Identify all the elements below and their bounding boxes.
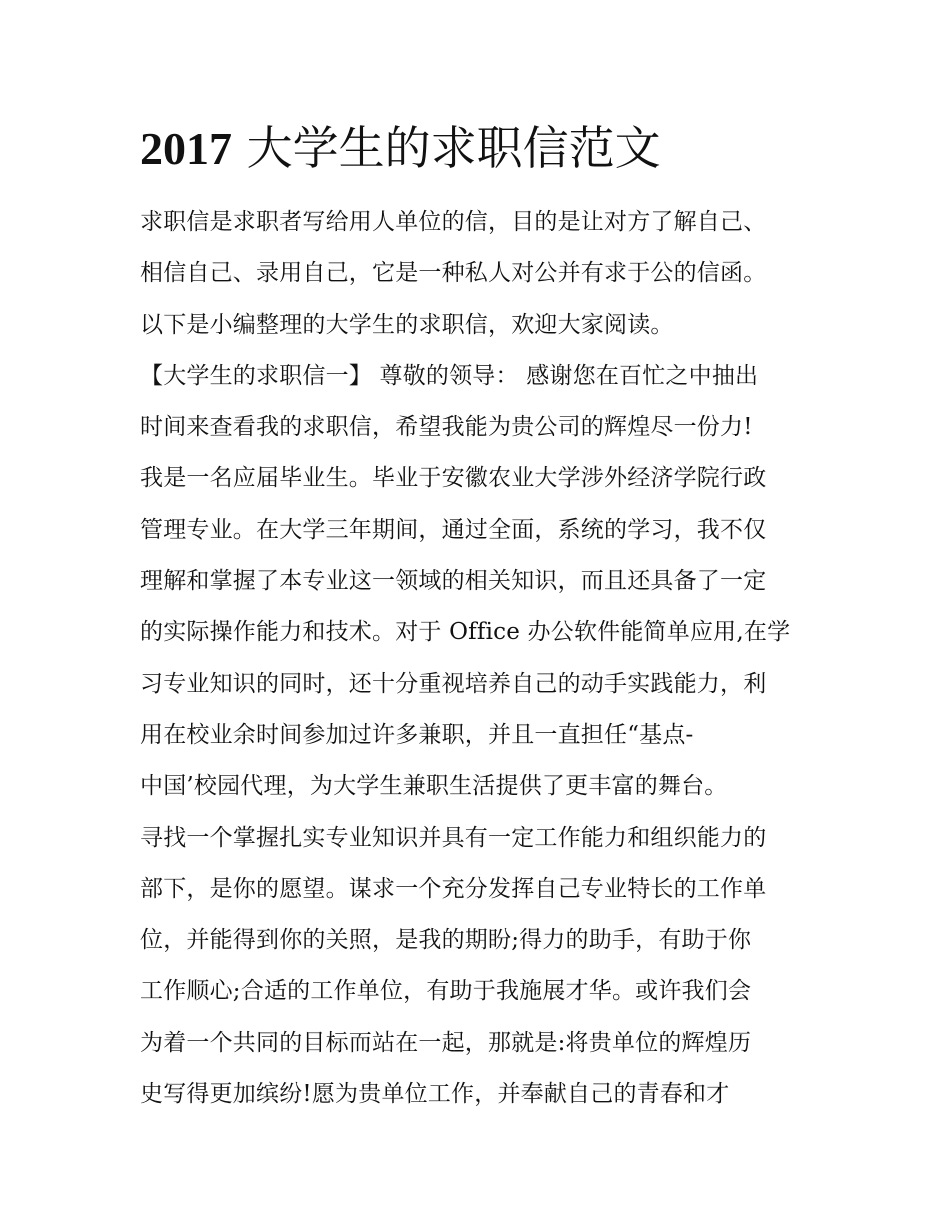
body-line: 寻找一个掌握扎实专业知识并具有一定工作能力和组织能力的 — [140, 824, 767, 851]
document-body — [140, 200, 820, 1123]
body-line: 位，并能得到你的关照，是我的期盼;得力的助手，有助于你 — [140, 927, 752, 954]
body-line: 用在校业余时间参加过许多兼职，并且一直担任“基点- — [140, 721, 694, 748]
body-line: 我是一名应届毕业生。毕业于安徽农业大学涉外经济学院行政 — [140, 465, 767, 492]
body-line: 史写得更加缤纷!愿为贵单位工作，并奉献自己的青春和才 — [140, 1081, 730, 1108]
body-line: 求职信是求职者写给用人单位的信，目的是让对方了解自己、 — [140, 209, 767, 235]
document-title — [140, 118, 661, 179]
body-line: 理解和掌握了本专业这一领域的相关知识，而且还具备了一定 — [140, 568, 767, 595]
body-line: 时间来查看我的求职信，希望我能为贵公司的辉煌尽一份力! — [140, 414, 753, 441]
body-line: 相信自己、录用自己，它是一种私人对公并有求于公的信函。 — [140, 260, 767, 287]
title-text: 大学生的求职信范文 — [246, 121, 661, 175]
body-line: 习专业知识的同时，还十分重视培养自己的动手实践能力，利 — [140, 670, 767, 697]
body-line: 工作顺心;合适的工作单位，有助于我施展才华。或许我们会 — [140, 978, 752, 1005]
body-line: 为着一个共同的目标而站在一起，那就是:将贵单位的辉煌历 — [140, 1029, 752, 1056]
body-line: 部下，是你的愿望。谋求一个充分发挥自己专业特长的工作单 — [140, 875, 767, 902]
body-line: 中国’校园代理，为大学生兼职生活提供了更丰富的舞台。 — [140, 773, 728, 800]
body-line: 以下是小编整理的大学生的求职信，欢迎大家阅读。 — [140, 311, 674, 338]
body-line: 的实际操作能力和技术。对于 Office 办公软件能简单应用,在学 — [140, 619, 791, 646]
title-year: 2017 — [140, 123, 232, 174]
body-line: 【大学生的求职信一】 尊敬的领导： 感谢您在百忙之中抽出 — [140, 362, 759, 389]
body-line: 管理专业。在大学三年期间，通过全面，系统的学习，我不仅 — [140, 516, 767, 543]
